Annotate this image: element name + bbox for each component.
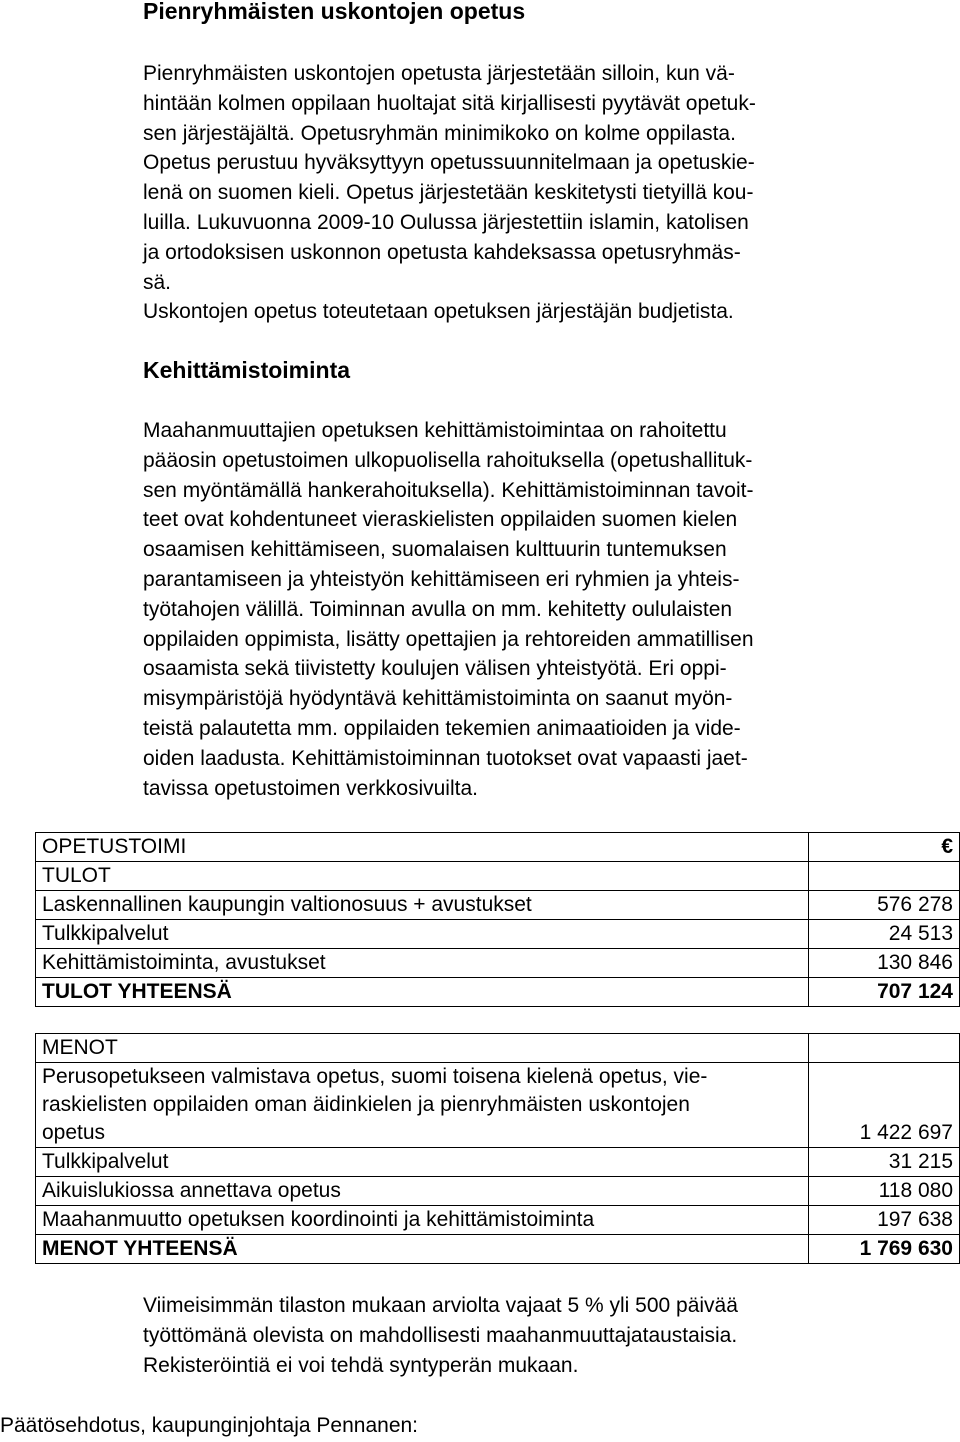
text-line: sä. <box>143 270 172 294</box>
text-line: pääosin opetustoimen ulkopuolisella rahoituksella (opetushallituk- <box>143 448 753 472</box>
text-line: ja ortodoksisen uskonnon opetusta kahdeksassa opetusryhmäs- <box>143 240 741 264</box>
text-line: teistä palautetta mm. oppilaiden tekemien animaatioiden ja vide- <box>143 716 741 740</box>
text-line: oiden laadusta. Kehittämistoiminnan tuotokset ovat vapaasti jaet- <box>143 746 748 770</box>
row-value: 576 278 <box>809 891 960 920</box>
empty-cell <box>809 862 960 891</box>
table-row <box>36 1034 960 1063</box>
text-line: tavissa opetustoimen verkkosivuilta. <box>143 776 478 800</box>
text-line: Rekisteröintiä ei voi tehdä syntyperän mukaan. <box>143 1353 579 1377</box>
table-row <box>36 1063 960 1148</box>
text-line: osaamista sekä tiivistetty koulujen välisen yhteistyötä. Eri oppi- <box>143 657 727 681</box>
row-label: Kehittämistoiminta, avustukset <box>36 949 809 978</box>
text-line: Viimeisimmän tilaston mukaan arviolta vajaat 5 % yli 500 päivää <box>143 1294 738 1317</box>
text-line: parantamiseen ja yhteistyön kehittämiseen eri ryhmien ja yhteis- <box>143 567 740 591</box>
row-label-line: opetus <box>42 1121 106 1144</box>
empty-cell <box>809 1034 960 1063</box>
table-row <box>36 1206 960 1235</box>
currency-symbol: € <box>809 833 960 862</box>
text-line: työttömänä olevista on mahdollisesti maahanmuuttajataustaisia. <box>143 1323 738 1347</box>
table-row-total <box>36 1235 960 1264</box>
row-value: 118 080 <box>809 1177 960 1206</box>
text-line: Pienryhmäisten uskontojen opetusta järjestetään silloin, kun vä- <box>143 62 735 85</box>
row-value: 24 513 <box>809 920 960 949</box>
table-row <box>36 833 960 862</box>
total-value: 707 124 <box>809 978 960 1007</box>
row-label-multiline <box>36 1063 809 1148</box>
expense-table <box>35 1033 960 1264</box>
row-value: 1 422 697 <box>809 1063 960 1148</box>
table-row <box>36 1177 960 1206</box>
row-value: 130 846 <box>809 949 960 978</box>
text-line: oppilaiden oppimista, lisätty opettajien ja rehtoreiden ammatillisen <box>143 627 754 651</box>
text-line: Uskontojen opetus toteutetaan opetuksen järjestäjän budjetista. <box>143 300 734 324</box>
row-label: Tulkkipalvelut <box>36 920 809 949</box>
text-line: Opetus perustuu hyväksyttyyn opetussuunnitelmaan ja opetuskie- <box>143 151 755 175</box>
row-label: Maahanmuutto opetuksen koordinointi ja kehittämistoiminta <box>36 1206 809 1235</box>
text-line: misympäristöjä hyödyntävä kehittämistoiminta on saanut myön- <box>143 687 733 711</box>
section-heading-small-religions: Pienryhmäisten uskontojen opetus <box>143 0 526 24</box>
expense-section-label: MENOT <box>36 1034 809 1063</box>
row-label: Tulkkipalvelut <box>36 1148 809 1177</box>
paragraph-small-religions <box>143 59 923 327</box>
total-label: MENOT YHTEENSÄ <box>36 1235 809 1264</box>
section-heading-development: Kehittämistoiminta <box>143 357 351 383</box>
paragraph-statistics <box>143 1291 923 1380</box>
text-line: sen myöntämällä hankerahoituksella). Kehittämistoiminnan tavoit- <box>143 478 754 502</box>
total-label: TULOT YHTEENSÄ <box>36 978 809 1007</box>
row-label-line: Perusopetukseen valmistava opetus, suomi toisena kielenä opetus, vie- <box>42 1065 708 1088</box>
text-line: teet ovat kohdentuneet vieraskielisten oppilaiden suomen kielen <box>143 508 738 532</box>
total-value: 1 769 630 <box>809 1235 960 1264</box>
row-label: Laskennallinen kaupungin valtionosuus + avustukset <box>36 891 809 920</box>
decision-proposal-line: Päätösehdotus, kaupunginjohtaja Pennanen: <box>0 1414 419 1437</box>
table-row <box>36 949 960 978</box>
income-section-label: TULOT <box>36 862 809 891</box>
row-label: Aikuislukiossa annettava opetus <box>36 1177 809 1206</box>
text-line: Maahanmuuttajien opetuksen kehittämistoimintaa on rahoitettu <box>143 419 727 442</box>
text-line: lenä on suomen kieli. Opetus järjestetään keskitetysti tietyillä kou- <box>143 181 754 205</box>
income-table <box>35 832 960 1007</box>
text-line: luilla. Lukuvuonna 2009-10 Oulussa järjestettiin islamin, katolisen <box>143 210 749 234</box>
row-value: 197 638 <box>809 1206 960 1235</box>
table-row-total <box>36 978 960 1007</box>
table-row <box>36 862 960 891</box>
paragraph-development <box>143 416 923 803</box>
text-line: hintään kolmen oppilaan huoltajat sitä kirjallisesti pyytävät opetuk- <box>143 91 756 115</box>
row-value: 31 215 <box>809 1148 960 1177</box>
table-row <box>36 920 960 949</box>
table-row <box>36 1148 960 1177</box>
text-line: työtahojen välillä. Toiminnan avulla on mm. kehitetty oululaisten <box>143 597 733 621</box>
row-label-line: raskielisten oppilaiden oman äidinkielen ja pienryhmäisten uskontojen <box>42 1093 690 1116</box>
table-header-label: OPETUSTOIMI <box>36 833 809 862</box>
text-line: sen järjestäjältä. Opetusryhmän minimikoko on kolme oppilasta. <box>143 121 736 145</box>
text-line: osaamisen kehittämiseen, suomalaisen kulttuurin tuntemuksen <box>143 538 727 562</box>
table-row <box>36 891 960 920</box>
